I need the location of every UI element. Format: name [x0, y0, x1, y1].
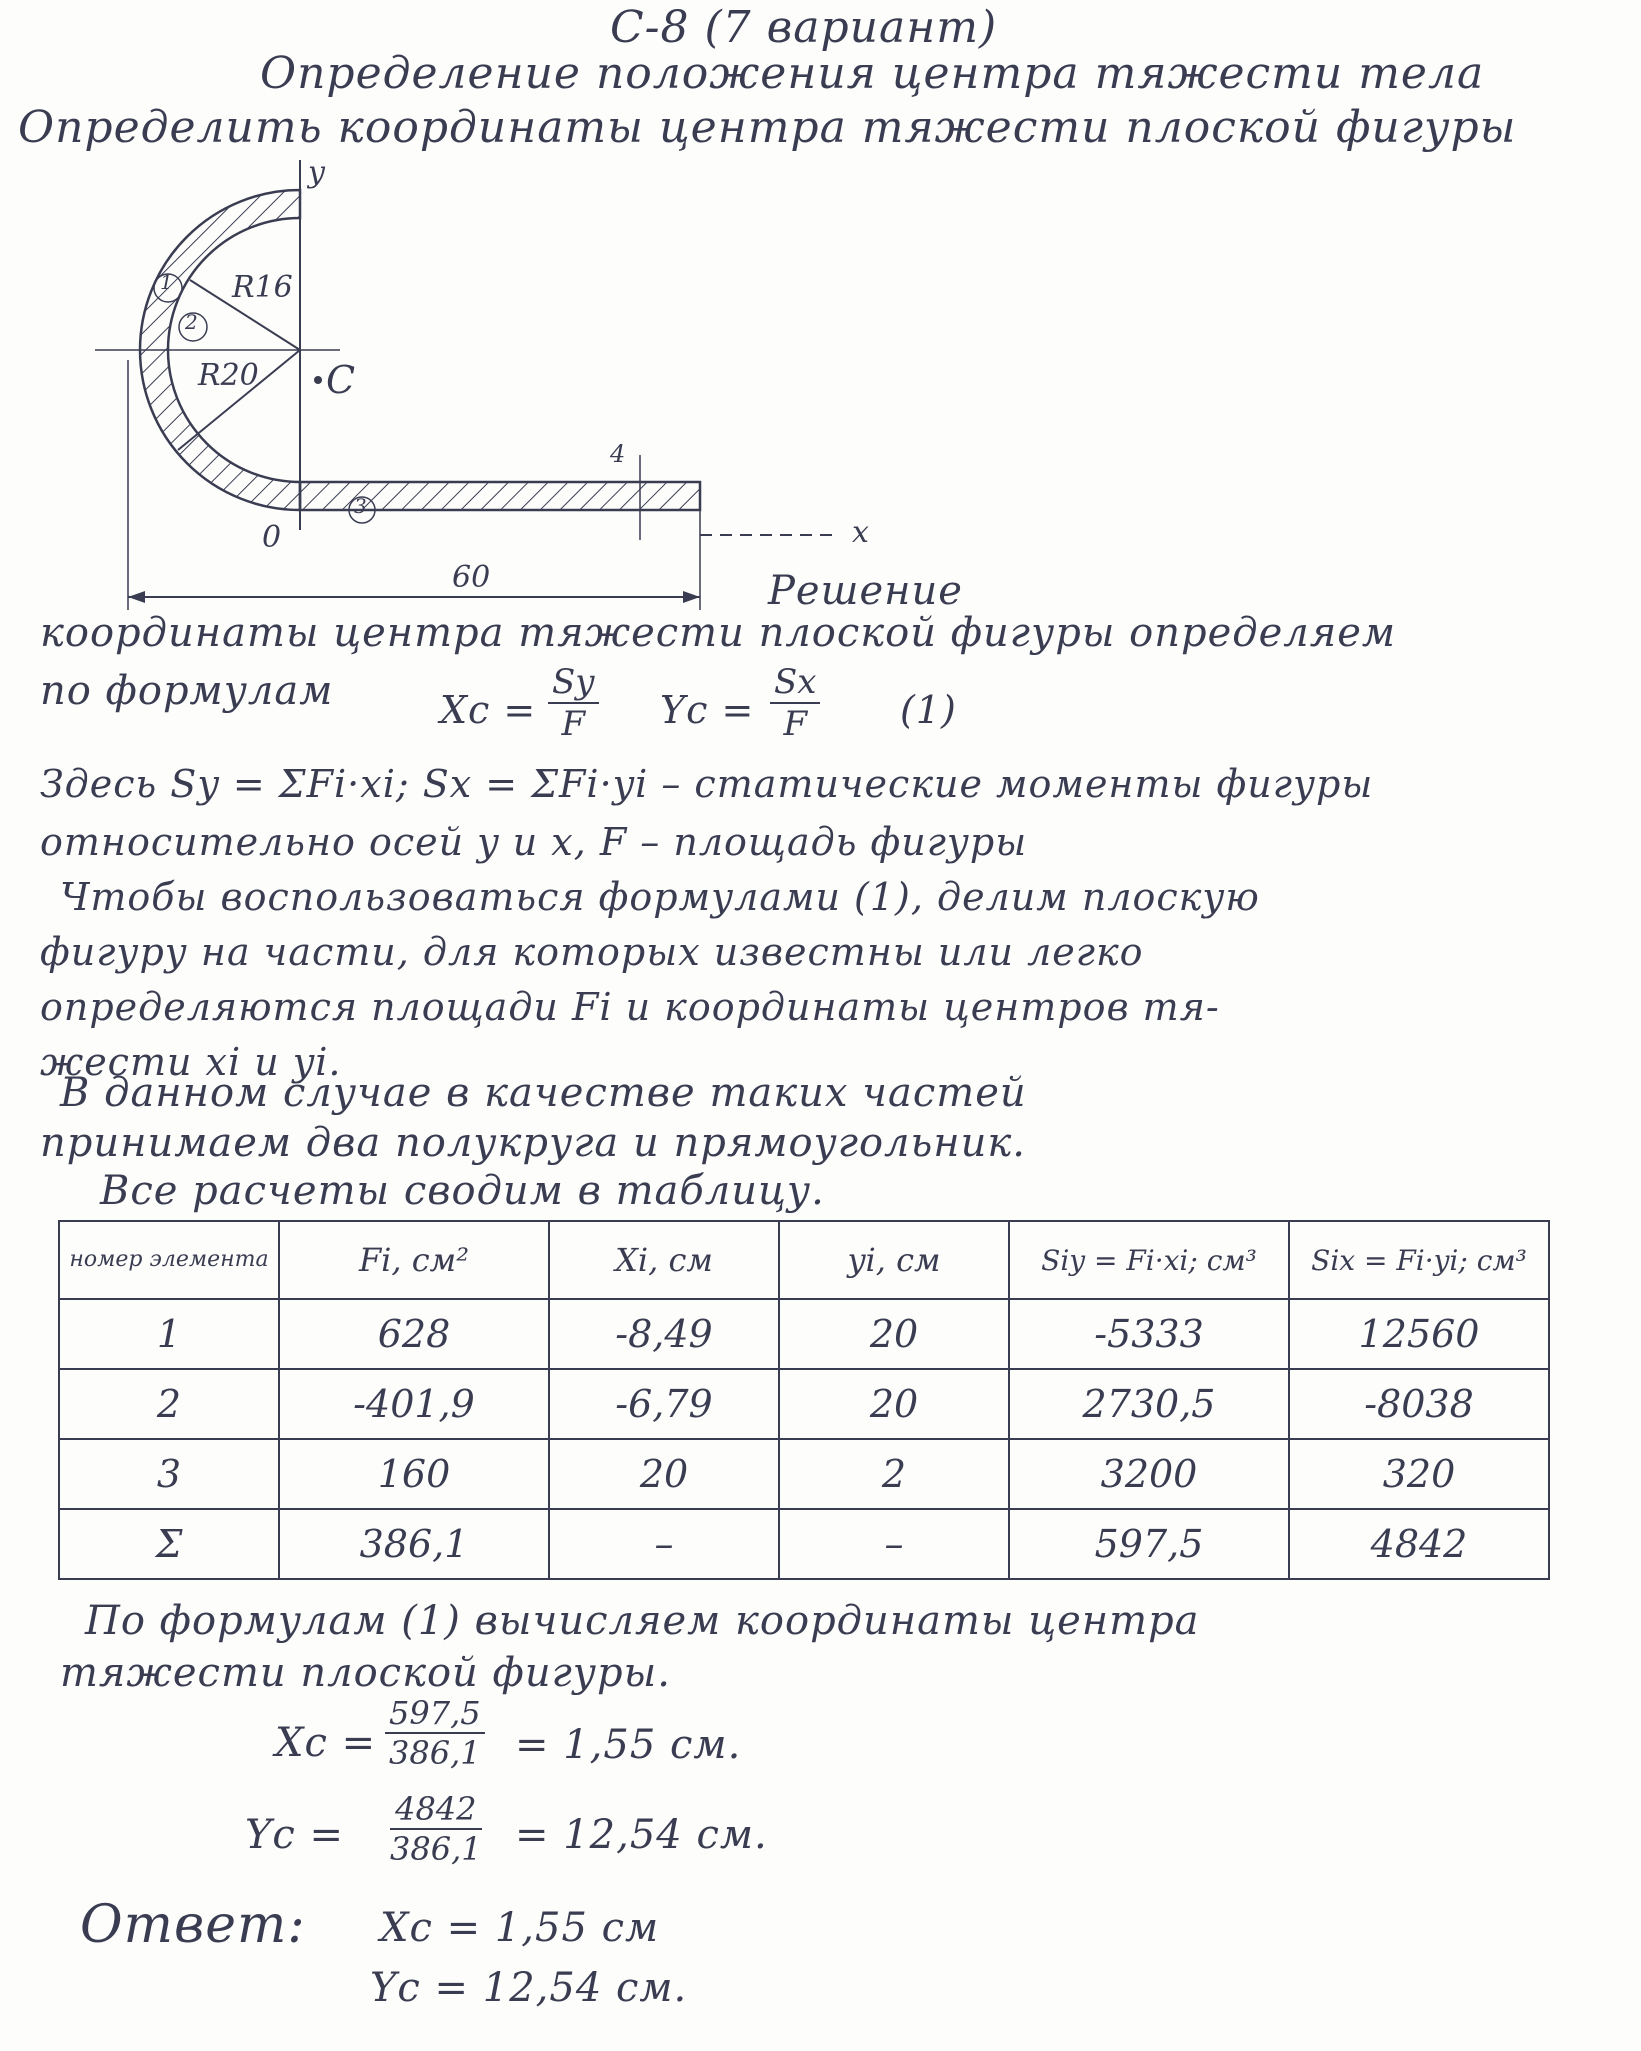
table-header: номер элемента: [59, 1221, 279, 1299]
yc-label: Yc =: [245, 1812, 345, 1858]
table-cell: 12560: [1289, 1299, 1549, 1369]
calc-intro-1: По формулам (1) вычисляем координаты центра: [85, 1598, 1200, 1644]
text-line-8: жести xi и yi.: [40, 1040, 342, 1084]
table-cell: 597,5: [1009, 1509, 1289, 1579]
text-line-10: принимаем два полукруга и прямоугольник.: [40, 1120, 1027, 1166]
text-line-4: относительно осей y и x, F – площадь фигуры: [40, 820, 1028, 864]
yc-numerator: 4842: [390, 1790, 482, 1830]
table-cell: 2: [779, 1439, 1009, 1509]
xc-denominator: 386,1: [389, 1734, 481, 1772]
origin-label: 0: [262, 520, 282, 555]
solution-heading: Решение: [768, 568, 963, 614]
table-header-row: [59, 1221, 1549, 1299]
table-cell: -8,49: [549, 1299, 779, 1369]
text-line-5: Чтобы воспользоваться формулами (1), делим плоскую: [60, 875, 1260, 919]
table-cell: 2730,5: [1009, 1369, 1289, 1439]
table-cell: 628: [279, 1299, 549, 1369]
formula-yc-den: F: [783, 704, 808, 744]
radius-inner-label: R16: [232, 270, 293, 305]
table-cell: 3: [59, 1439, 279, 1509]
table-total-row: [59, 1509, 1549, 1579]
calc-intro-2: тяжести плоской фигуры.: [60, 1650, 671, 1696]
answer-y: Yc = 12,54 см.: [370, 1965, 688, 2011]
table-cell: Σ: [59, 1509, 279, 1579]
formula-yc-fraction: [770, 662, 820, 744]
table-header: Fi, см²: [279, 1221, 549, 1299]
xc-label: Xc =: [275, 1720, 377, 1766]
table-cell: 20: [549, 1439, 779, 1509]
text-line-7: определяются площади Fi и координаты центров тя-: [40, 985, 1220, 1029]
yc-fraction: [390, 1790, 482, 1868]
formula-xc-num: Sy: [548, 662, 599, 704]
answer-x: Xc = 1,55 см: [380, 1905, 660, 1951]
text-line-11: Все расчеты сводим в таблицу.: [100, 1168, 825, 1214]
table-cell: 386,1: [279, 1509, 549, 1579]
table-cell: -8038: [1289, 1369, 1549, 1439]
text-line-1: координаты центра тяжести плоской фигуры определяем: [40, 610, 1397, 656]
point-c-label: C: [326, 358, 356, 402]
xc-result: = 1,55 см.: [515, 1722, 742, 1768]
xc-numerator: 597,5: [385, 1694, 485, 1734]
table-cell: –: [549, 1509, 779, 1579]
formula-yc-num: Sx: [770, 662, 820, 704]
answer-label: Ответ:: [80, 1895, 306, 1955]
table-row: [59, 1369, 1549, 1439]
x-axis-label: x: [852, 515, 869, 550]
table-cell: 2: [59, 1369, 279, 1439]
table-cell: 160: [279, 1439, 549, 1509]
formula-xc-den: F: [561, 704, 586, 744]
table-row: [59, 1299, 1549, 1369]
text-line-6: фигуру на части, для которых известны или легко: [40, 930, 1144, 974]
table-header: yi, см: [779, 1221, 1009, 1299]
formula-yc-label: Yc =: [660, 688, 755, 732]
task-statement: Определить координаты центра тяжести плоской фигуры: [18, 102, 1517, 153]
table-header: Six = Fi·yi; см³: [1289, 1221, 1549, 1299]
table-cell: –: [779, 1509, 1009, 1579]
calculation-table: [58, 1220, 1550, 1580]
table-cell: 1: [59, 1299, 279, 1369]
table-cell: -6,79: [549, 1369, 779, 1439]
formula-tag: (1): [900, 688, 957, 732]
table-cell: 3200: [1009, 1439, 1289, 1509]
table-header: Siy = Fi·xi; см³: [1009, 1221, 1289, 1299]
thickness-label: 4: [610, 440, 626, 468]
table-cell: -401,9: [279, 1369, 549, 1439]
part-3-label: 3: [354, 494, 367, 518]
yc-denominator: 386,1: [390, 1830, 482, 1868]
table-cell: 320: [1289, 1439, 1549, 1509]
table-cell: 20: [779, 1369, 1009, 1439]
table-cell: -5333: [1009, 1299, 1289, 1369]
topic-title: Определение положения центра тяжести тела: [260, 48, 1485, 99]
text-line-9: В данном случае в качестве таких частей: [60, 1070, 1027, 1116]
part-1-label: 1: [160, 270, 173, 294]
radius-outer-label: R20: [198, 358, 259, 393]
table-cell: 20: [779, 1299, 1009, 1369]
text-line-2: по формулам: [40, 668, 334, 714]
y-axis-label: y: [308, 155, 325, 190]
formula-xc-fraction: [548, 662, 599, 744]
part-2-label: 2: [185, 310, 198, 334]
figure-diagram: [0, 0, 1641, 640]
table-row: [59, 1439, 1549, 1509]
length-label: 60: [452, 560, 491, 595]
table-header: Xi, см: [549, 1221, 779, 1299]
xc-fraction: [385, 1694, 485, 1772]
table-cell: 4842: [1289, 1509, 1549, 1579]
assignment-title: С-8 (7 вариант): [610, 2, 998, 53]
formula-xc-label: Xc =: [440, 688, 537, 732]
text-line-3: Здесь Sy = ΣFi·xi; Sx = ΣFi·yi – статические моменты фигуры: [40, 762, 1374, 806]
yc-result: = 12,54 см.: [515, 1812, 768, 1858]
point-c-dot: [314, 376, 322, 384]
